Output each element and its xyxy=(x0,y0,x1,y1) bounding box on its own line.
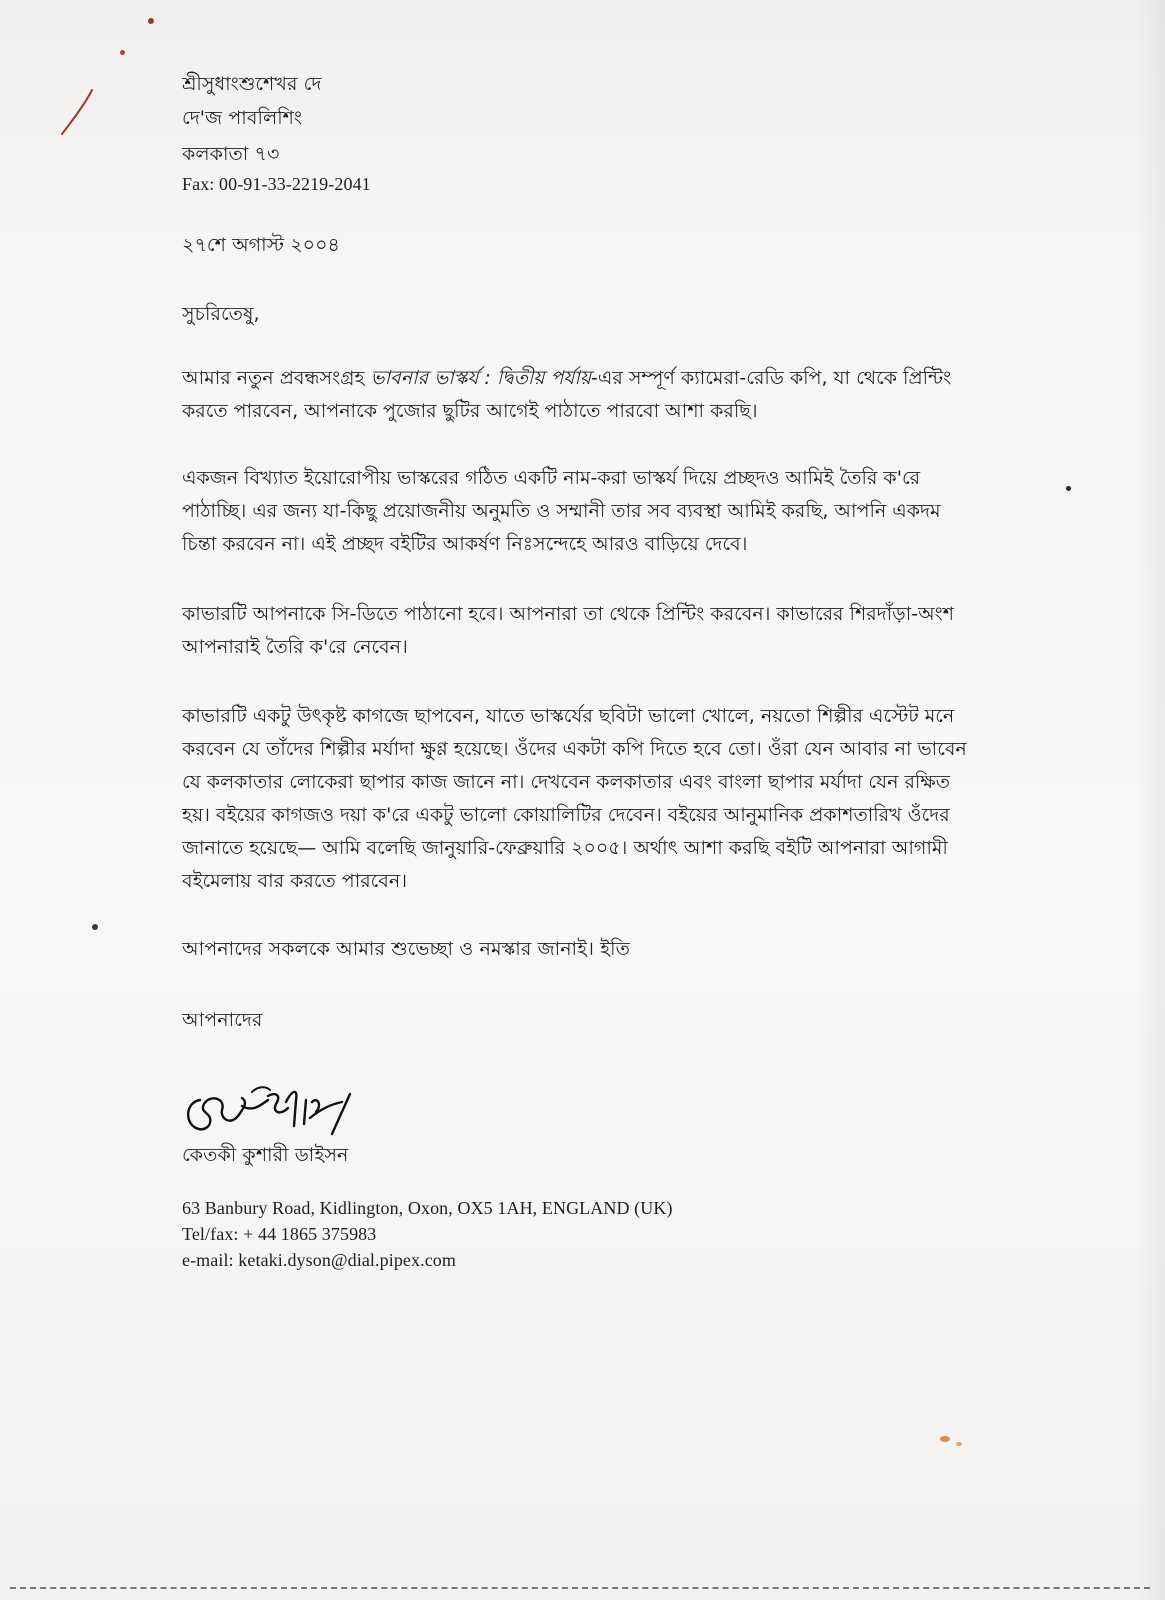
stain-mark xyxy=(58,88,98,138)
letter-date: ২৭শে অগাস্ট ২০০৪ xyxy=(182,234,340,256)
paragraph-4: কাভারটি একটু উৎকৃষ্ট কাগজে ছাপবেন, যাতে ভাস্কর্যের ছবিটা ভালো খোলে, নয়তো শিল্পীর এস্টেট মনে করবেন যে তাঁদের শিল্পীর মর্যাদা ক্ষুণ্ণ হয়েছে। ওঁদের একটা কপি দিতে হবে তো। ওঁরা যেন আবার না ভাবেন যে কলকাতার লোকেরা ছাপার কাজ জানে না। দেখবেন কলকাতার এবং বাংলা ছাপার মর্যাদা যেন রক্ষিত হয়। বইয়ের কাগজও দয়া ক'রে একটু ভালো কোয়ালিটির দেবেন। বইয়ের আনুমানিক প্রকাশতারিখ ওঁদের জানাতে হয়েছে— আমি বলেছি জানুয়ারি-ফেব্রুয়ারি ২০০৫। অর্থাৎ আশা করছি বইটি আপনারা আগামী বইমেলায় বার করতে পারবেন। xyxy=(182,705,967,892)
perforation-line xyxy=(10,1587,1150,1589)
recipient-company: দে'জ পাবলিশিং xyxy=(182,107,303,129)
stain-mark xyxy=(120,50,125,55)
stain-mark xyxy=(92,924,98,930)
handwritten-signature xyxy=(182,1082,382,1142)
stain-mark xyxy=(940,1436,950,1442)
sender-telfax: Tel/fax: + 44 1865 375983 xyxy=(182,1224,377,1244)
recipient-city: কলকাতা ৭৩ xyxy=(182,143,280,165)
paragraph-1-pre: আমার নতুন প্রবন্ধসংগ্রহ xyxy=(182,367,371,389)
recipient-fax: Fax: 00-91-33-2219-2041 xyxy=(182,174,371,194)
stain-mark xyxy=(956,1442,962,1446)
sender-address: 63 Banbury Road, Kidlington, Oxon, OX5 1AH, ENGLAND (UK) xyxy=(182,1198,673,1218)
recipient-name: শ্রীসুধাংশুশেখর দে xyxy=(182,73,322,95)
paragraph-3: কাভারটি আপনাকে সি-ডিতে পাঠানো হবে। আপনারা তা থেকে প্রিন্টিং করবেন। কাভারের শিরদাঁড়া-অংশ আপনারাই তৈরি ক'রে নেবেন। xyxy=(182,603,954,658)
closing: আপনাদের xyxy=(182,1009,263,1031)
paragraph-2: একজন বিখ্যাত ইয়োরোপীয় ভাস্করের গঠিত একটি নাম-করা ভাস্কর্য দিয়ে প্রচ্ছদও আমিই তৈরি ক'রে পাঠাচ্ছি। এর জন্য যা-কিছু প্রয়োজনীয় অনুমতি ও সম্মানী তার সব ব্যবস্থা আমিই করছি, আপনি একদম চিন্তা করবেন না। এই প্রচ্ছদ বইটির আকর্ষণ নিঃসন্দেহে আরও বাড়িয়ে দেবে। xyxy=(182,467,941,555)
stain-mark xyxy=(148,18,154,24)
sender-email: e-mail: ketaki.dyson@dial.pipex.com xyxy=(182,1250,457,1270)
paragraph-1-post: -এর সম্পূর্ণ ক্যামেরা-রেডি কপি, যা থেকে প্রিন্টিং করতে পারবেন, আপনাকে পুজোর ছুটির আগেই পাঠাতে পারবো আশা করছি। xyxy=(182,367,952,422)
stain-mark xyxy=(1066,486,1071,491)
book-title: ভাবনার ভাস্কর্য : দ্বিতীয় পর্যায় xyxy=(370,367,592,389)
paragraph-5: আপনাদের সকলকে আমার শুভেচ্ছা ও নমস্কার জানাই। ইতি xyxy=(182,938,630,960)
sender-name: কেতকী কুশারী ডাইসন xyxy=(182,1144,349,1166)
paragraph-1 xyxy=(182,362,972,428)
salutation: সুচরিতেষু, xyxy=(182,303,260,325)
